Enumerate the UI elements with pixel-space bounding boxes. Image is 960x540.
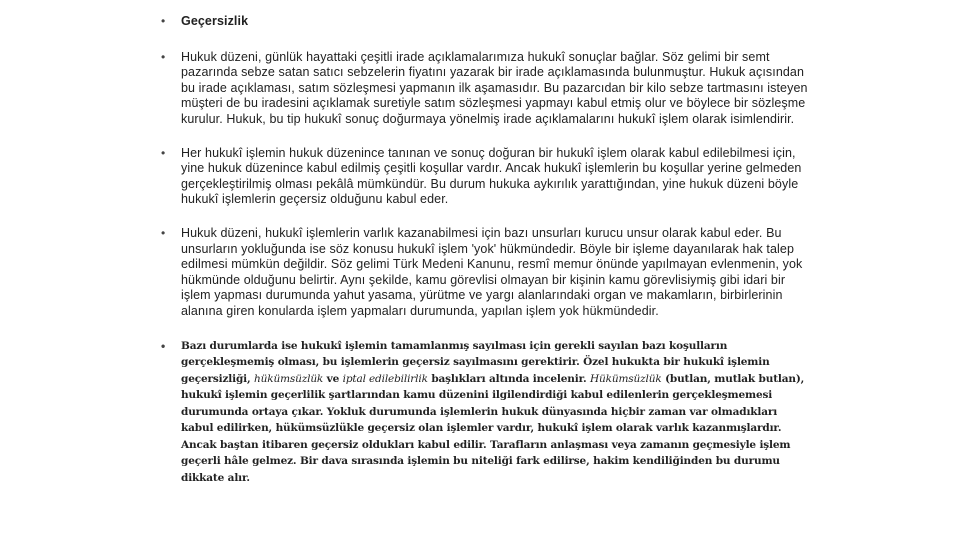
paragraph-text: Hukuk düzeni, günlük hayattaki çeşitli irade açıklamalarımıza hukukî sonuçlar bağlar. Söz gelimi bir semt pazarında sebze satan satıcı sebzelerin fiyatını yazarak bir irade açıklamasında bulunmuştur. Hukuk açısından bu irade açıklaması, satım sözleşmesi yapmanın ilk aşamasıdır. Bu pazarcıdan bir kilo sebze tartmasını isteyen müşteri de bu iradesini açıklamak suretiyle satım sözleşmesi yapmayı kabul etmiş olur ve böylece bir sözleşme kurulur. Hukuk, bu tip hukukî sonuç doğurmaya yönelmiş irade açıklamalarını hukukî işlem olarak isimlendirir. bbox=[181, 49, 808, 126]
bullet-dot-icon: • bbox=[161, 338, 166, 353]
bullet-dot-icon: • bbox=[161, 14, 166, 28]
text-segment: Bazı durumlarda ise hukukî işlemin tamamlanmış sayılması için gerekli sayılan bazı koşulların gerçekleşmemiş olması, bu işlemlerin geçersiz sayılmasını gerektirir. Özel hukukta bir hukukî işlemin geçersizliği, bbox=[181, 339, 770, 385]
bullet-paragraph-3 bbox=[161, 226, 811, 320]
bullet-heading bbox=[161, 14, 811, 30]
paragraph-text: Hukuk düzeni, hukukî işlemlerin varlık kazanabilmesi için bazı unsurları kurucu unsur olarak kabul eder. Bu unsurların yokluğunda ise söz konusu hukukî işlem 'yok' hükmündedir. Böyle bir işleme dayanılarak hak talep edilmesi mümkün değildir. Söz gelimi Türk Medeni Kanunu, resmî memur önünde yapılmayan evlenmenin, yok hükmünde olduğunu belirtir. Aynı şekilde, kamu görevlisi olmayan bir kişinin kamu görevlisiymiş gibi idari bir işlem yapması durumunda yahut yasama, yürütme ve yargı alanlarındaki organ ve makamların, birbirlerinin alanına giren konularda işlem yapmaları durumunda, yapılan işlem yok hükmündedir. bbox=[181, 225, 803, 318]
bullet-dot-icon: • bbox=[161, 49, 166, 64]
bullet-paragraph-1 bbox=[161, 50, 811, 128]
bullet-paragraph-4 bbox=[161, 338, 811, 487]
text-segment: ve bbox=[323, 372, 343, 385]
term-hukumsuzluk-2: Hükümsüzlük bbox=[590, 372, 662, 385]
term-hukumsuzluk: hükümsüzlük bbox=[254, 372, 324, 385]
bullet-paragraph-2 bbox=[161, 146, 811, 208]
text-segment: (butlan, mutlak butlan), hukukî işlemin geçerlilik şartlarından kamu düzenini ilgilendirdiği kabul edilenlerin gerçekleşmemesi durumunda ortaya çıkar. Yokluk durumunda işlemlerin hukuk dünyasında hiçbir zaman var olmadıkları kabul edilirken, hükümsüzlükle geçersiz olan işlemler vardır, hukukî işlem olarak varlık kazanmışlardır. Ancak baştan itibaren geçersiz oldukları kabul edilir. Tarafların anlaşması veya zamanın geçmesiyle işlem geçerli hâle gelmez. Bir dava sırasında işlemin bu niteliği fark edilirse, hakim kendiliğinden bu durumu dikkate alır. bbox=[181, 372, 805, 484]
paragraph-text: Her hukukî işlemin hukuk düzenince tanınan ve sonuç doğuran bir hukukî işlem olarak kabul edilebilmesi için, yine hukuk düzenince kabul edilmiş çeşitli koşullar vardır. Ancak hukukî işlemlerin bu koşullar yerine gelmeden gerçekleştirilmiş olması pekâlâ mümkündür. Bu durum hukuka aykırılık yarattığından, yine hukuk düzeni böyle hukukî işlemlerin geçersiz olduğunu kabul eder. bbox=[181, 145, 802, 207]
paragraph-text bbox=[181, 338, 811, 487]
bullet-dot-icon: • bbox=[161, 225, 166, 240]
term-iptal-edilebilirlik: iptal edilebilirlik bbox=[342, 372, 428, 385]
heading-text: Geçersizlik bbox=[181, 14, 249, 28]
text-segment: başlıkları altında incelenir. bbox=[427, 372, 591, 385]
bullet-dot-icon: • bbox=[161, 145, 166, 160]
bullet-list bbox=[161, 14, 811, 504]
